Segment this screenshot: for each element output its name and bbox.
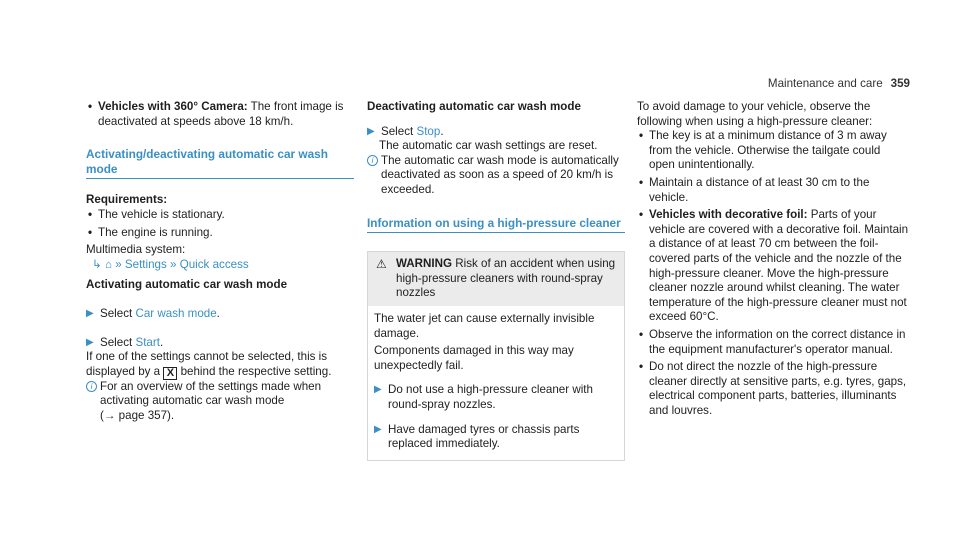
x-symbol-icon: X (163, 367, 177, 380)
bullet-text: The front image is deactivated at speeds above 18 km/h. (98, 100, 344, 128)
intro-text: To avoid damage to your vehicle, observe the following when using a high-pressure cleaner: (637, 100, 873, 128)
bullet-sensitive-parts: • Do not direct the nozzle of the high-pressure cleaner directly at sensitive parts, e.g. tyres, gaps, electrical component parts, batteries, illuminants and louvres. (637, 360, 909, 418)
warning-label: WARNING (396, 257, 453, 271)
bullet-distance-30cm: • Maintain a distance of at least 30 cm to the vehicle. (637, 176, 909, 205)
warning-box (367, 251, 625, 461)
info-icon: i (86, 381, 97, 392)
car-wash-mode-link[interactable]: Car wash mode (135, 306, 217, 320)
menu-path (86, 258, 354, 273)
activate-title: Activating automatic car wash mode (86, 278, 288, 292)
warning-body (368, 306, 624, 460)
step-arrow-icon: ▶ (86, 307, 94, 319)
column-2 (367, 100, 625, 461)
path-settings[interactable]: Settings (124, 257, 167, 271)
step-replace-parts: ▶ Have damaged tyres or chassis parts replaced immediately. (374, 422, 580, 451)
section-title-high-pressure: Information on using a high-pressure cleaner (367, 216, 625, 234)
step-start: ▶ Select Start. (86, 335, 164, 349)
overview-note: i For an overview of the settings made when activating automatic car wash mode (→ page 357). (86, 380, 354, 424)
page-ref-link[interactable]: (→ page 357). (100, 408, 175, 422)
start-link[interactable]: Start (135, 335, 160, 349)
deactivate-title: Deactivating automatic car wash mode (367, 100, 581, 113)
stop-link[interactable]: Stop (416, 124, 441, 138)
step-no-round-spray: ▶ Do not use a high-pressure cleaner with round-spray nozzles. (374, 383, 593, 411)
column-3 (637, 100, 909, 418)
page-number: 359 (890, 77, 910, 90)
info-icon: i (367, 155, 378, 166)
bullet-key-distance: • The key is at a minimum distance of 3 m away from the vehicle. Otherwise the tailgate could open unintentionally. (637, 129, 909, 173)
auto-deactivate-note: i The automatic car wash mode is automatically deactivated as soon as a speed of 20 km/h is exceeded. (367, 154, 625, 198)
page-header (768, 77, 910, 92)
req-item: • The vehicle is stationary. (86, 208, 354, 223)
bullet-bold: Vehicles with 360° Camera: (98, 100, 248, 113)
step-arrow-icon: ▶ (374, 384, 382, 396)
chevron-icon: » (115, 257, 122, 271)
bullet-decorative-foil: • Vehicles with decorative foil: Parts of your vehicle are covered with a decorative foil. Maintain a distance of at least 70 cm between the foil-covered parts of the vehicle and the nozzle of the high-pressure cleaner. Move the high-pressure cleaner nozzle around whilst cleaning. The water temperature of the high-pressure cleaner must not exceed 60°C. (637, 208, 909, 325)
column-1 (86, 100, 354, 424)
step-arrow-icon: ▶ (374, 423, 382, 435)
warning-body-1: The water jet can cause externally invisible damage. (374, 311, 595, 340)
step-arrow-icon: ▶ (367, 125, 375, 137)
camera-bullet (86, 100, 354, 129)
home-icon[interactable]: ⌂ (104, 257, 112, 271)
path-quick-access[interactable]: Quick access (179, 257, 249, 271)
req-item: • The engine is running. (86, 226, 354, 241)
multimedia-label: Multimedia system: (86, 243, 186, 257)
step-result: The automatic car wash settings are reset. (379, 139, 598, 153)
header-section: Maintenance and care (767, 77, 883, 90)
settings-paragraph: If one of the settings cannot be selected, this is displayed by a X behind the respective setting. (86, 350, 332, 379)
bullet-manufacturer-manual: • Observe the information on the correct distance in the equipment manufacturer's operator manual. (637, 328, 909, 357)
warning-triangle-icon: ⚠ (376, 257, 387, 272)
warning-text: Risk of an accident when using high-pressure cleaners with round-spray nozzles (396, 257, 616, 300)
warning-body-2: Components damaged in this way may unexpectedly fail. (374, 344, 574, 372)
section-title-car-wash: Activating/deactivating automatic car wash mode (86, 147, 354, 179)
chevron-icon: » (170, 257, 177, 271)
path-arrow-icon: ↳ (92, 257, 102, 271)
step-arrow-icon: ▶ (86, 336, 94, 348)
requirements-label: Requirements: (86, 193, 168, 207)
step-car-wash-mode: ▶ Select Car wash mode. (86, 306, 220, 320)
warning-header (368, 252, 624, 306)
step-stop: ▶ Select Stop. (367, 124, 444, 138)
